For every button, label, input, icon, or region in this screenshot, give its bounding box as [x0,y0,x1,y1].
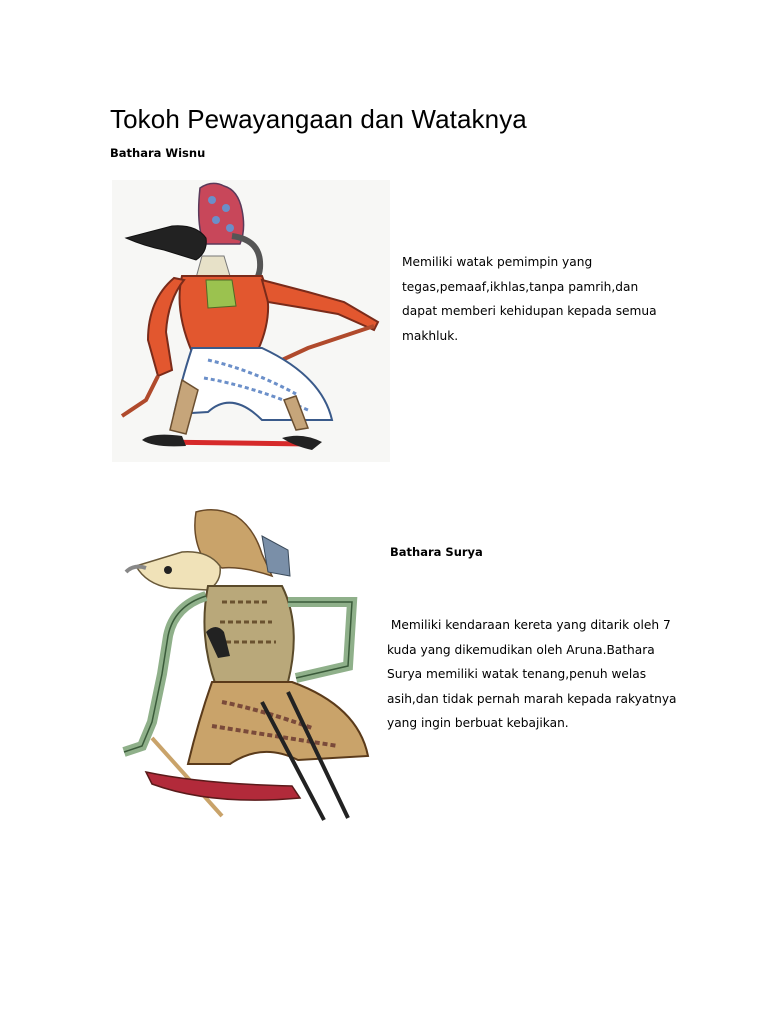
text-line: kuda yang dikemudikan oleh Aruna.Bathara [387,642,655,657]
text-line: Surya memiliki watak tenang,penuh welas [387,667,647,682]
wayang-surya-image [112,506,374,824]
wayang-wisnu-image [112,180,390,462]
text-line: asih,dan tidak pernah marah kepada rakyatnya [387,691,677,706]
text-line: Memiliki watak pemimpin yang [402,255,593,269]
page-title: Tokoh Pewayangaan dan Wataknya [110,104,527,134]
section-text-surya [387,613,677,736]
section-text-wisnu [402,250,657,348]
section-heading-surya: Bathara Surya [390,545,483,559]
section-heading-wisnu: Bathara Wisnu [110,146,206,160]
text-line: yang ingin berbuat kebajikan. [387,716,569,731]
text-line: tegas,pemaaf,ikhlas,tanpa pamrih,dan [402,279,639,294]
text-line: makhluk. [402,328,459,343]
text-line: Memiliki kendaraan kereta yang ditarik oleh 7 [387,618,671,632]
text-line: dapat memberi kehidupan kepada semua [402,304,657,319]
